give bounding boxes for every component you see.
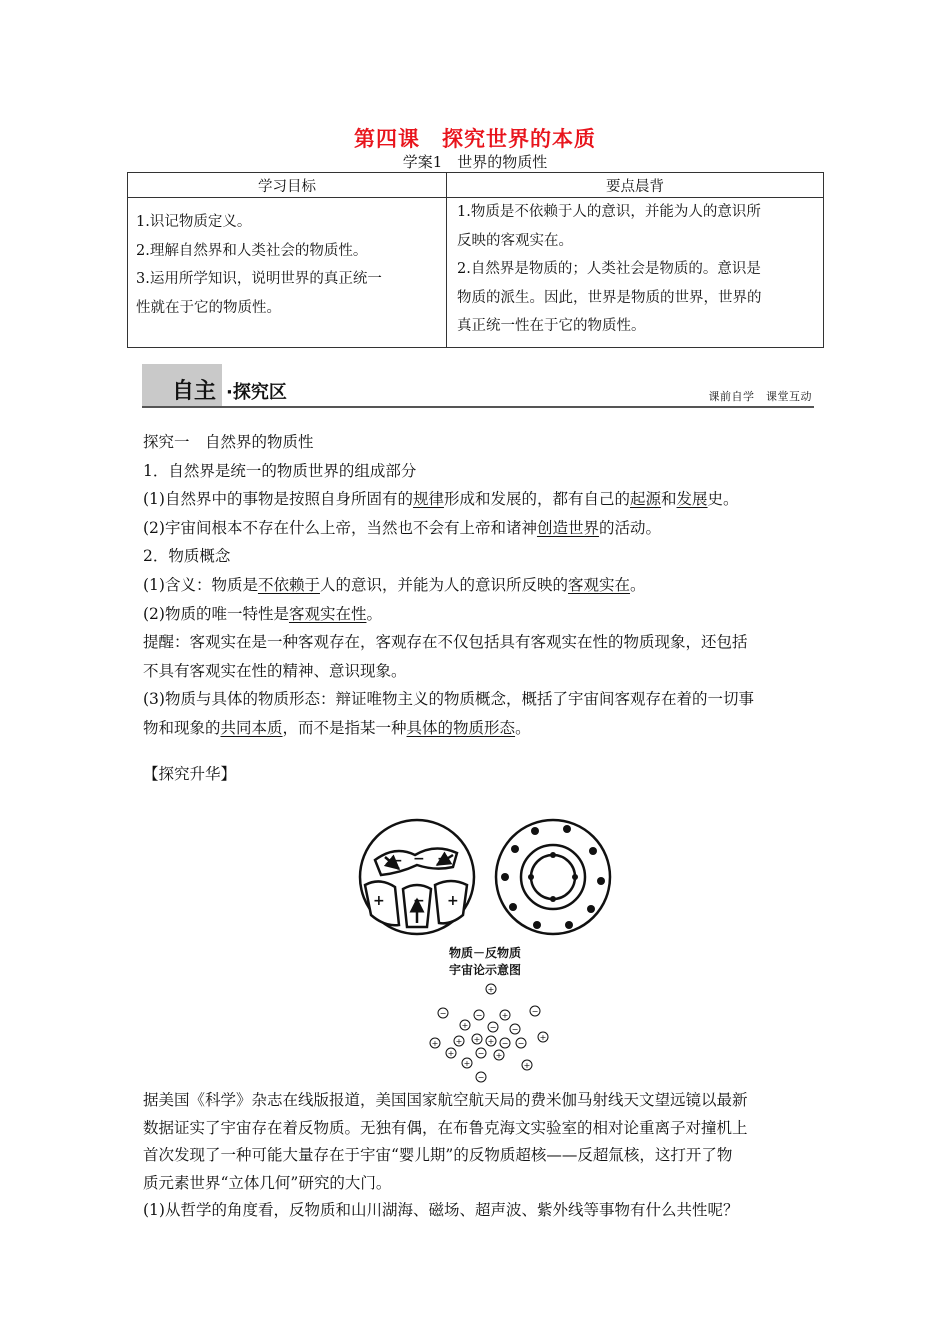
passage-line: 据美国《科学》杂志在线版报道，美国国家航空航天局的费米伽马射线天文望远镜以最新 bbox=[143, 1091, 748, 1109]
key-point-line: 真正统一性在于它的物质性。 bbox=[457, 318, 646, 334]
tip-line: 提醒：客观实在是一种客观存在，客观存在不仅包括具有客观实在性的物质现象，还包括 bbox=[143, 633, 748, 652]
section-heading: 探究一 自然界的物质性 bbox=[143, 433, 314, 451]
svg-text:+: + bbox=[539, 1033, 547, 1042]
item-heading: 2．物质概念 bbox=[143, 547, 231, 566]
svg-text:+: + bbox=[495, 1051, 503, 1060]
svg-text:−: − bbox=[517, 1039, 525, 1048]
svg-text:+: + bbox=[463, 1059, 471, 1068]
svg-text:+: + bbox=[473, 1035, 481, 1044]
answer-blank: 创造世界 bbox=[536, 518, 599, 537]
goals-cell bbox=[128, 198, 447, 348]
svg-text:−: − bbox=[413, 893, 425, 909]
learning-goals-table bbox=[127, 172, 824, 348]
svg-text:−: − bbox=[531, 1007, 539, 1016]
key-point-line: 物质的派生。因此，世界是物质的世界，世界的 bbox=[457, 289, 762, 306]
banner-divider bbox=[142, 406, 814, 408]
matter-universe-illustration bbox=[360, 820, 474, 934]
key-point-line: 1.物质是不依赖于人的意识，并能为人的意识所 bbox=[457, 204, 761, 220]
goal-line: 3.运用所学知识，说明世界的真正统一 bbox=[136, 271, 382, 287]
svg-text:+: + bbox=[431, 1039, 439, 1048]
paragraph-line: (3)物质与具体的物质形态：辩证唯物主义的物质概念，概括了宇宙间客观存在着的一切事 bbox=[143, 690, 754, 709]
section-banner bbox=[142, 364, 814, 410]
inquiry-heading: 【探究升华】 bbox=[143, 765, 237, 783]
paragraph-line: (2)宇宙间根本不存在什么上帝，当然也不会有上帝和诸神创造世界的活动。 bbox=[143, 518, 661, 537]
answer-blank: 具体的物质形态 bbox=[406, 718, 516, 737]
svg-text:−: − bbox=[511, 1025, 519, 1034]
question-line: (1)从哲学的角度看，反物质和山川湖海、磁场、超声波、紫外线等事物有什么共性呢？ bbox=[143, 1201, 739, 1220]
goals-column-header: 学习目标 bbox=[128, 173, 447, 198]
item-heading: 1．自然界是统一的物质世界的组成部分 bbox=[143, 461, 417, 480]
answer-blank: 客观实在性 bbox=[288, 604, 367, 623]
svg-text:+: + bbox=[461, 1021, 469, 1030]
paragraph-line: 物和现象的共同本质，而不是指某一种具体的物质形态。 bbox=[143, 718, 531, 737]
svg-text:−: − bbox=[477, 1049, 485, 1058]
paragraph-line: (1)含义：物质是不依赖于人的意识，并能为人的意识所反映的客观实在。 bbox=[143, 575, 646, 594]
banner-sub-label: ·探究区 bbox=[226, 382, 287, 403]
page-title: 第四课 探究世界的本质 bbox=[354, 127, 596, 151]
passage-line: 数据证实了宇宙存在着反物质。无独有偶，在布鲁克海文实验室的相对论重离子对撞机上 bbox=[143, 1118, 748, 1137]
answer-blank: 不依赖于 bbox=[257, 575, 320, 594]
answer-blank: 规律 bbox=[412, 490, 444, 509]
figure-caption-line-2: 宇宙论示意图 bbox=[448, 963, 522, 977]
paragraph-line: (1)自然界中的事物是按照自身所固有的规律形成和发展的，都有自己的起源和发展史。 bbox=[143, 490, 739, 509]
key-points-column-header: 要点晨背 bbox=[447, 173, 824, 198]
svg-text:−: − bbox=[475, 1011, 483, 1020]
figure-caption-line-1: 物质－反物质 bbox=[448, 946, 522, 960]
matter-antimatter-diagram bbox=[355, 815, 615, 1085]
svg-text:+: + bbox=[501, 1011, 509, 1020]
svg-text:+: + bbox=[487, 1037, 495, 1046]
svg-text:+: + bbox=[455, 1037, 463, 1046]
antimatter-universe-illustration bbox=[496, 820, 610, 934]
tip-line: 不具有客观实在性的精神、意识现象。 bbox=[143, 661, 407, 680]
svg-text:+: + bbox=[373, 893, 385, 909]
svg-text:+: + bbox=[447, 893, 459, 909]
svg-text:−: − bbox=[391, 853, 403, 869]
inquiry-passage bbox=[143, 1087, 823, 1225]
answer-blank: 起源 bbox=[630, 490, 662, 509]
svg-text:−: − bbox=[437, 851, 449, 867]
svg-text:+: + bbox=[487, 985, 495, 994]
key-points-cell bbox=[447, 198, 824, 348]
svg-text:−: − bbox=[439, 1009, 447, 1018]
goal-line: 性就在于它的物质性。 bbox=[136, 299, 281, 316]
page-subtitle: 学案1 世界的物质性 bbox=[402, 153, 548, 171]
key-point-line: 反映的客观实在。 bbox=[457, 232, 573, 249]
key-point-line: 2.自然界是物质的；人类社会是物质的。意识是 bbox=[457, 261, 761, 277]
answer-blank: 客观实在 bbox=[568, 575, 631, 594]
answer-blank: 发展 bbox=[676, 490, 708, 509]
svg-text:−: − bbox=[501, 1039, 509, 1048]
svg-text:+: + bbox=[447, 1049, 455, 1058]
goal-line: 1.识记物质定义。 bbox=[136, 214, 252, 230]
svg-text:−: − bbox=[413, 851, 425, 867]
banner-right-label: 课前自学 课堂互动 bbox=[708, 390, 812, 403]
section-one bbox=[143, 428, 823, 743]
paragraph-line: (2)物质的唯一特性是客观实在性。 bbox=[143, 604, 382, 623]
passage-line: 首次发现了一种可能大量存在于宇宙“婴儿期”的反物质超核——反超氚核，这打开了物 bbox=[143, 1146, 733, 1165]
svg-text:+: + bbox=[523, 1061, 531, 1070]
particle-burst-illustration bbox=[430, 984, 548, 1082]
answer-blank: 共同本质 bbox=[220, 718, 283, 737]
svg-text:−: − bbox=[477, 1073, 485, 1082]
goal-line: 2.理解自然界和人类社会的物质性。 bbox=[136, 242, 368, 259]
svg-text:−: − bbox=[489, 1023, 497, 1032]
passage-line: 质元素世界“立体几何”研究的大门。 bbox=[143, 1173, 392, 1192]
banner-main-label: 自主 bbox=[172, 379, 217, 404]
